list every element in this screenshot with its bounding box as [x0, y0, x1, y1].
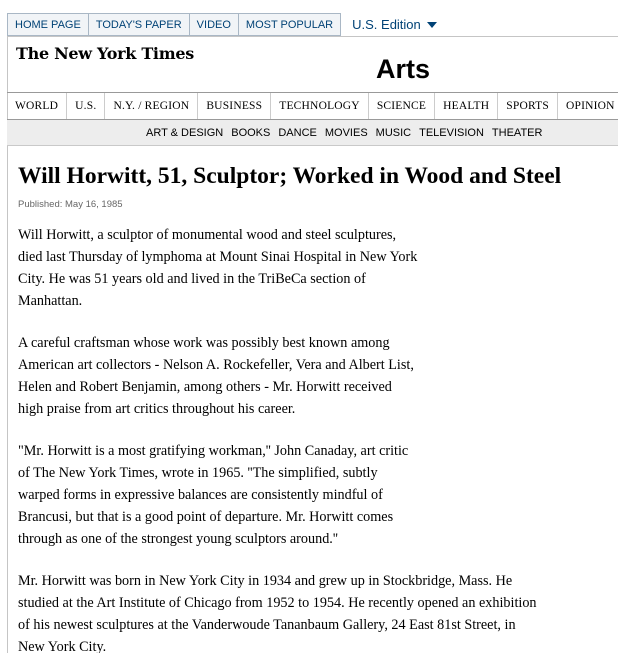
- tab-todays-paper[interactable]: TODAY'S PAPER: [88, 13, 189, 36]
- nav-science[interactable]: SCIENCE: [369, 93, 435, 119]
- nav-sports[interactable]: SPORTS: [498, 93, 558, 119]
- arts-subsection-nav: [7, 120, 618, 146]
- nav-us[interactable]: U.S.: [67, 93, 105, 119]
- edition-label: U.S. Edition: [352, 17, 421, 32]
- subnav-theater[interactable]: THEATER: [491, 126, 543, 139]
- top-nav: [7, 13, 437, 36]
- article-headline: Will Horwitt, 51, Sculptor; Worked in Wood and Steel: [18, 163, 562, 189]
- article-paragraph: Will Horwitt, a sculptor of monumental wood and steel sculptures, died last Thursday of lymphoma at Mount Sinai Hospital in New York City. He was 51 years old and lived in the TriBeCa section of Manhattan.: [18, 227, 418, 309]
- nav-business[interactable]: BUSINESS: [198, 93, 271, 119]
- subnav-books[interactable]: BOOKS: [231, 126, 271, 139]
- masthead-rule: [7, 36, 618, 37]
- article-paragraph: A careful craftsman whose work was possibly best known among American art collectors - Nelson A. Rockefeller, Vera and Albert List, Helen and Robert Benjamin, among others - Mr. Horwitt received high praise from art critics throughout his career.: [18, 335, 414, 417]
- nav-technology[interactable]: TECHNOLOGY: [271, 93, 369, 119]
- article-body: [18, 224, 618, 653]
- nyt-logo[interactable]: The New York Times: [16, 44, 194, 63]
- nav-world[interactable]: WORLD: [7, 93, 67, 119]
- article-paragraph: "Mr. Horwitt is a most gratifying workman,'' John Canaday, art critic of The New York Times, wrote in 1965. ''The simplified, subtly warped forms in expressive balances are consistently mindful of Brancusi, but that is a good point of departure. Mr. Horwitt comes through as one of the strongest young sculptors around.'': [18, 443, 409, 547]
- main-section-nav: [7, 92, 618, 120]
- subnav-music[interactable]: MUSIC: [375, 126, 412, 139]
- edition-selector[interactable]: [341, 13, 437, 36]
- published-date: Published: May 16, 1985: [18, 199, 123, 210]
- tab-video[interactable]: VIDEO: [189, 13, 238, 36]
- caret-down-icon: [427, 22, 437, 28]
- article-paragraph: Mr. Horwitt was born in New York City in 1934 and grew up in Stockbridge, Mass. He studied at the Art Institute of Chicago from 1952 to 1954. He recently opened an exhibition of his newest sculptures at the Vanderwoude Tananbaum Gallery, 24 East 81st Street, in New York City.: [18, 573, 537, 653]
- subnav-movies[interactable]: MOVIES: [324, 126, 368, 139]
- subnav-art-design[interactable]: ART & DESIGN: [146, 126, 224, 139]
- section-title: Arts: [376, 54, 431, 84]
- subnav-television[interactable]: TELEVISION: [419, 126, 484, 139]
- nav-ny-region[interactable]: N.Y. / REGION: [105, 93, 198, 119]
- nav-opinion[interactable]: OPINION: [565, 100, 615, 112]
- tab-home-page[interactable]: HOME PAGE: [7, 13, 88, 36]
- subnav-dance[interactable]: DANCE: [278, 126, 317, 139]
- tab-most-popular[interactable]: MOST POPULAR: [238, 13, 341, 36]
- nav-health[interactable]: HEALTH: [435, 93, 498, 119]
